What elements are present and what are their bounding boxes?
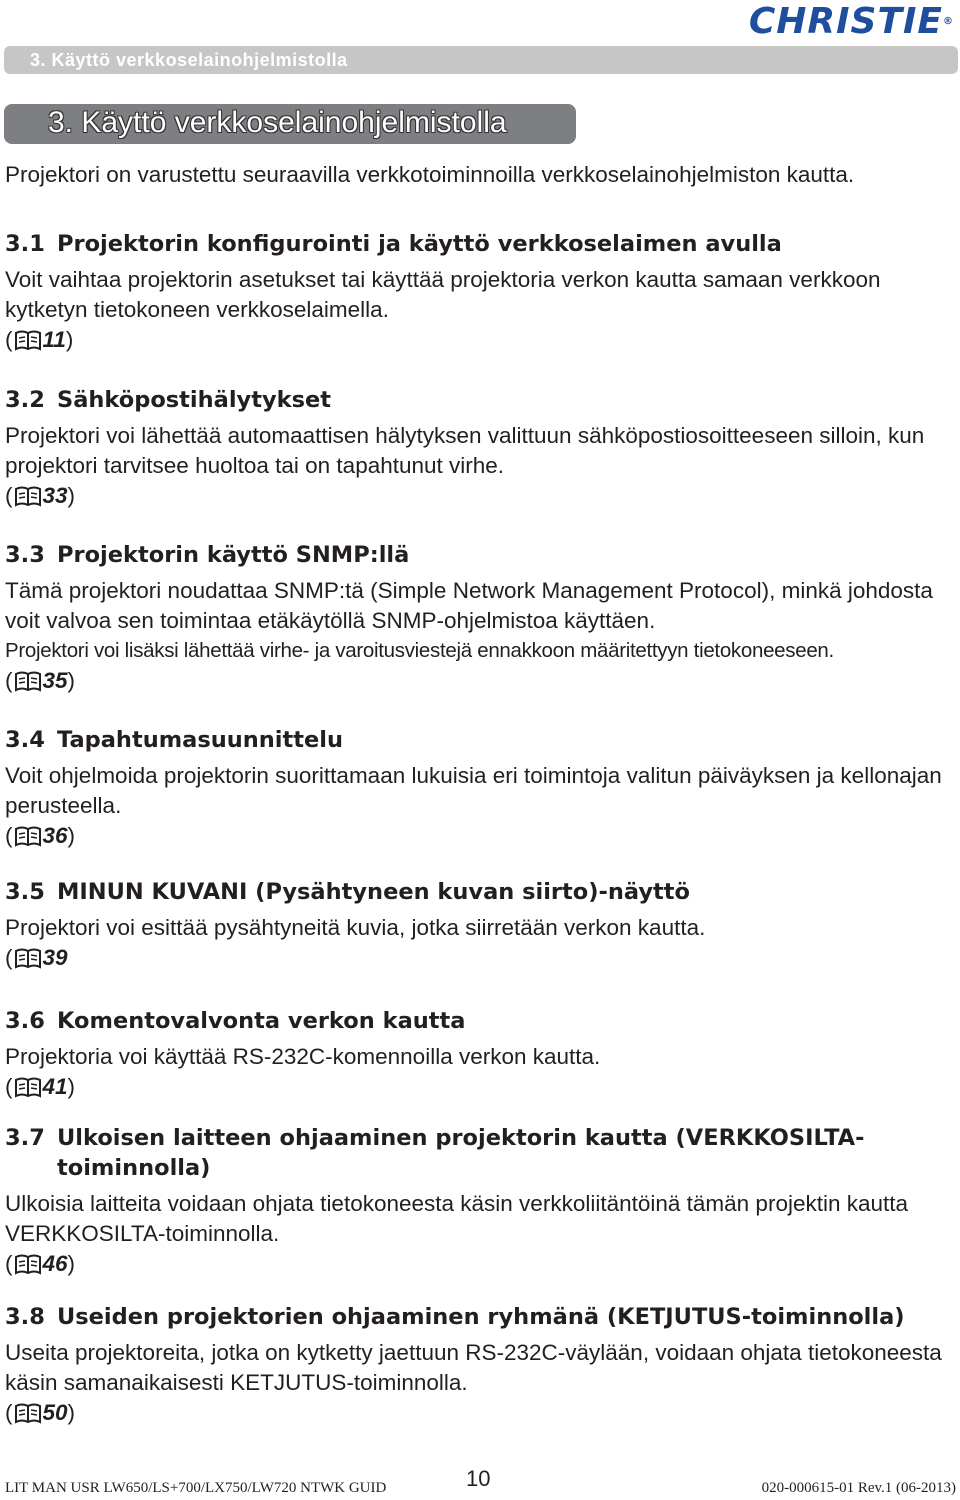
section-3-2 <box>5 385 957 511</box>
page-reference[interactable]: ( 46 ) <box>5 1251 76 1276</box>
section-heading: 3.1 Projektorin konfigurointi ja käyttö verkkoselaimen avulla <box>5 231 782 257</box>
book-icon <box>14 485 42 507</box>
section-heading: 3.4 Tapahtumasuunnittelu <box>5 727 344 753</box>
section-heading: 3.3 Projektorin käyttö SNMP:llä <box>5 542 410 568</box>
running-header-title: 3. Käyttö verkkoselainohjelmistolla <box>30 50 348 70</box>
footer-document-id: LIT MAN USR LW650/LS+700/LX750/LW720 NTWK GUID <box>5 1480 387 1496</box>
section-3-4 <box>5 725 957 851</box>
book-icon <box>14 947 42 969</box>
section-heading: 3.5 MINUN KUVANI (Pysähtyneen kuvan siirto)-näyttö <box>5 879 691 905</box>
book-icon <box>14 329 42 351</box>
section-3-5 <box>5 877 957 973</box>
section-body: Projektori voi lähettää automaattisen hälytyksen valittuun sähköpostiosoitteeseen silloin, kun projektori tarvitsee huoltoa tai on tapahtunut virhe. <box>5 423 925 478</box>
chapter-title: 3. Käyttö verkkoselainohjelmistolla <box>48 106 507 139</box>
book-icon <box>14 1253 42 1275</box>
section-body: Voit ohjelmoida projektorin suorittamaan lukuisia eri toimintoja valitun päiväyksen ja kellonajan perusteella. <box>5 763 942 818</box>
page-reference[interactable]: ( 36 ) <box>5 823 76 848</box>
section-heading: 3.8 Useiden projektorien ohjaaminen ryhmänä (KETJUTUS-toiminnolla) <box>5 1304 905 1330</box>
book-icon <box>14 1076 42 1098</box>
section-3-7 <box>5 1123 957 1279</box>
section-body: Projektori voi esittää pysähtyneitä kuvia, jotka siirretään verkon kautta. <box>5 915 706 940</box>
section-3-6 <box>5 1006 957 1102</box>
book-icon <box>14 825 42 847</box>
section-body: Projektoria voi käyttää RS-232C-komennoilla verkon kautta. <box>5 1044 601 1069</box>
section-heading: 3.6 Komentovalvonta verkon kautta <box>5 1008 466 1034</box>
book-icon <box>14 670 42 692</box>
section-heading: 3.2 Sähköpostihälytykset <box>5 387 332 413</box>
section-3-8 <box>5 1302 957 1428</box>
section-body: Tämä projektori noudattaa SNMP:tä (Simple Network Management Protocol), minkä johdosta voit valvoa sen toimintaa etäkäytöllä SNMP-ohjelmistoa käyttäen. <box>5 578 933 633</box>
page-reference[interactable]: ( 33 ) <box>5 483 76 508</box>
page-reference[interactable]: ( 39 <box>5 945 68 970</box>
page-reference[interactable]: ( 41 ) <box>5 1074 76 1099</box>
footer-revision: 020-000615-01 Rev.1 (06-2013) <box>761 1480 956 1496</box>
page-number: 10 <box>466 1466 491 1491</box>
section-heading: 3.7 Ulkoisen laitteen ohjaaminen projektorin kautta (VERKKOSILTA-toiminnolla) <box>5 1125 865 1181</box>
christie-logo: CHRISTIE® <box>748 1 954 42</box>
section-3-1 <box>5 229 957 355</box>
section-body-extra: Projektori voi lisäksi lähettää virhe- ja varoitusviestejä ennakkoon määritettyyn tietokoneeseen. <box>5 639 834 662</box>
page-reference[interactable]: ( 35 ) <box>5 668 76 693</box>
section-3-3 <box>5 540 957 696</box>
section-body: Voit vaihtaa projektorin asetukset tai käyttää projektoria verkon kautta samaan verkkoon kytketyn tietokoneen verkkoselaimella. <box>5 267 881 322</box>
section-body: Useita projektoreita, jotka on kytketty jaettuun RS-232C-väylään, voidaan ohjata tietokoneesta käsin samanaikaisesti KETJUTUS-toiminnolla. <box>5 1340 942 1395</box>
section-body: Ulkoisia laitteita voidaan ohjata tietokoneesta käsin verkkoliitäntöinä tämän projektin kautta VERKKOSILTA-toiminnolla. <box>5 1191 909 1246</box>
running-header <box>4 46 958 74</box>
intro-paragraph: Projektori on varustettu seuraavilla verkkotoiminnoilla verkkoselainohjelmiston kautta. <box>5 162 855 187</box>
chapter-title-banner <box>4 104 576 144</box>
page-reference[interactable]: ( 11 ) <box>5 327 74 352</box>
page-reference[interactable]: ( 50 ) <box>5 1400 76 1425</box>
book-icon <box>14 1402 42 1424</box>
